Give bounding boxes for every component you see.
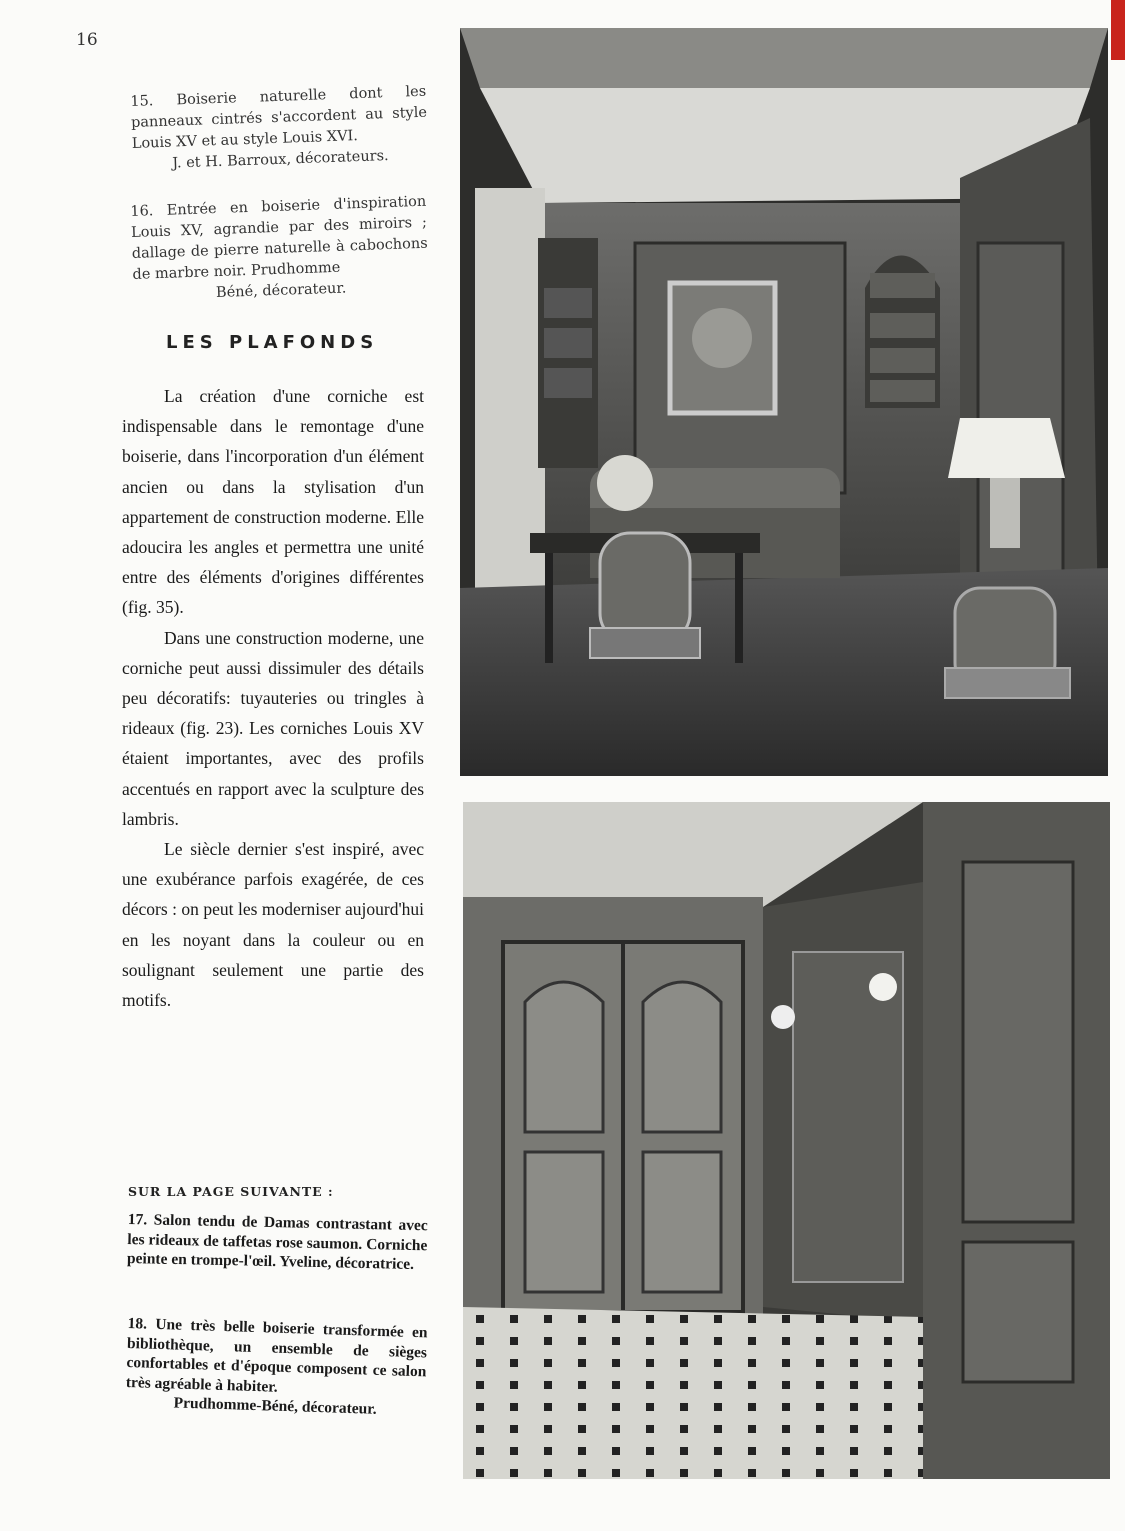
caption-fig18-text: 18. Une très belle boiserie transformée en bibliothèque, un ensemble de sièges confortables et d'époque composent ce salon très agréable à habiter.	[125, 1314, 428, 1396]
caption-fig15-text: 15. Boiserie naturelle dont les panneaux cintrés s'accordent au style Louis XV et au style Louis XVI.	[130, 83, 428, 152]
caption-fig15	[130, 82, 429, 176]
paragraph: Dans une construction moderne, une corniche peut aussi dissimuler des détails peu décoratifs: tuyauteries ou tringles à rideaux (fig. 23). Les corniches Louis XV étaient importantes, avec des profils accentués en rapport avec la sculpture des lambris.	[122, 627, 424, 829]
caption-fig16-text: 16. Entrée en boiserie d'inspiration Louis XV, agrandie par des miroirs ; dallage de pierre naturelle à cabochons de marbre noir. Prudhomme	[130, 193, 428, 283]
caption-fig15-credit: J. et H. Barroux, décorateurs.	[172, 148, 389, 172]
caption-fig18-credit: Prudhomme-Béné, décorateur.	[173, 1394, 377, 1418]
photo-entree	[463, 802, 1110, 1479]
caption-fig17-text: 17. Salon tendu de Damas contrastant avec les rideaux de taffetas rose saumon. Corniche peinte en trompe-l'œil. Yveline, décoratrice.	[126, 1210, 428, 1274]
caption-fig16-credit: Béné, décorateur.	[215, 280, 347, 302]
section-heading: LES PLAFONDS	[166, 332, 379, 353]
body-text	[122, 381, 424, 1015]
book-edge-marker	[1111, 0, 1125, 60]
next-page-heading: SUR LA PAGE SUIVANTE :	[128, 1184, 334, 1199]
paragraph: Le siècle dernier s'est inspiré, avec une exubérance parfois exagérée, de ces décors : on peut les moderniser aujourd'hui en les noyant dans la couleur ou en soulignant seulement une partie des motifs.	[122, 839, 424, 1011]
caption-fig18	[125, 1314, 428, 1421]
caption-fig17	[127, 1210, 428, 1275]
caption-fig16	[130, 192, 429, 307]
page-number: 16	[76, 30, 98, 50]
photo-salon	[460, 28, 1108, 776]
paragraph: La création d'une corniche est indispensable dans le remontage d'une boiserie, dans l'incorporation d'un élément ancien ou dans la stylisation d'un appartement de construction moderne. Elle adoucira les angles et permettra une unité entre des éléments d'origines différentes (fig. 35).	[122, 386, 424, 618]
